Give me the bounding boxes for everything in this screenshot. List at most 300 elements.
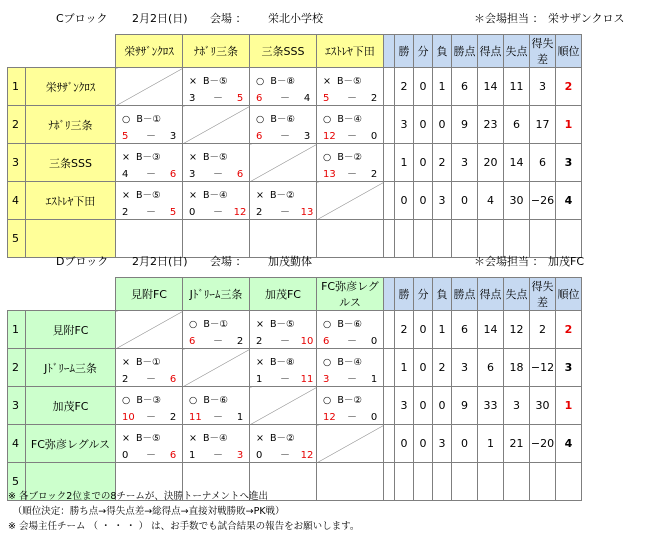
host-label: ＊会場担当 ： [474, 12, 544, 25]
score-own: 11 [189, 412, 202, 423]
block-header [0, 247, 665, 271]
match-code: B－⑥ [337, 319, 362, 330]
spacer-cell [384, 349, 395, 387]
rank-value: 2 [556, 68, 582, 106]
spacer-cell [384, 425, 395, 463]
match-code: B－⑧ [270, 76, 295, 87]
rank-value: 1 [556, 106, 582, 144]
match-result-cell [250, 68, 317, 106]
stat-value: 1 [395, 349, 414, 387]
team-name: ﾅﾎﾞﾘ三条 [26, 106, 116, 144]
venue-name: 栄北小学校 [268, 12, 323, 25]
stat-value: 0 [395, 425, 414, 463]
host-label: ＊会場担当 ： [474, 255, 544, 268]
match-header [189, 73, 228, 87]
match-header [323, 149, 362, 163]
score-opp: 2 [370, 93, 378, 104]
stat-value: 3 [530, 68, 556, 106]
self-match-cell [317, 182, 384, 220]
match-code: B－⑧ [270, 357, 295, 368]
score-own: 5 [122, 131, 129, 142]
score-opp: 13 [300, 207, 314, 218]
stat-value: 3 [504, 387, 530, 425]
score-dash: － [213, 207, 223, 218]
score-opp: 3 [303, 131, 311, 142]
opponent-header: 栄ｻｻﾞﾝｸﾛｽ [116, 35, 183, 68]
match-header [122, 111, 161, 125]
stat-value: 14 [504, 144, 530, 182]
stat-value: 9 [452, 106, 478, 144]
stat-header: 得点 [478, 278, 504, 311]
result-mark: × [189, 433, 197, 444]
match-result-cell [183, 68, 250, 106]
stat-value: 9 [452, 387, 478, 425]
score-dash: － [347, 169, 357, 180]
stat-value: 30 [504, 182, 530, 220]
match-header [323, 73, 362, 87]
stat-value: 0 [414, 425, 433, 463]
match-result-cell [116, 425, 183, 463]
score-dash: － [213, 412, 223, 423]
match-score [323, 332, 381, 347]
score-dash: － [280, 374, 290, 385]
self-match-cell [116, 68, 183, 106]
team-row [8, 387, 582, 425]
opponent-header: 三条SSS [250, 35, 317, 68]
match-code: B－④ [337, 357, 362, 368]
result-mark: ○ [323, 114, 332, 125]
result-mark: × [256, 319, 264, 330]
stat-value: 18 [504, 349, 530, 387]
match-result-cell [317, 349, 384, 387]
match-header [122, 354, 161, 368]
score-own: 12 [323, 131, 336, 142]
note-advance: ※ 各ブロック2位までの8チームが、決勝トーナメントへ進出 [8, 491, 268, 502]
score-own: 1 [189, 450, 196, 461]
self-match-cell [116, 311, 183, 349]
stat-value: 0 [414, 106, 433, 144]
match-score [189, 446, 247, 461]
stat-value: 6 [530, 144, 556, 182]
match-score [256, 127, 314, 142]
header-row [8, 35, 582, 68]
team-name: FC弥彦レグルス [26, 425, 116, 463]
spacer-cell [384, 278, 395, 311]
team-row [8, 144, 582, 182]
row-number: 3 [8, 387, 26, 425]
team-row [8, 311, 582, 349]
stat-value: 0 [414, 182, 433, 220]
match-result-cell [250, 425, 317, 463]
score-dash: － [280, 336, 290, 347]
self-match-cell [317, 425, 384, 463]
spacer-cell [384, 106, 395, 144]
venue-label: 会場 ： [210, 255, 247, 268]
notes [8, 489, 359, 534]
spacer-cell [384, 311, 395, 349]
stat-value [452, 463, 478, 501]
score-own: 6 [189, 336, 196, 347]
score-opp: 4 [303, 93, 311, 104]
stat-value: 3 [395, 106, 414, 144]
stat-value: 2 [433, 144, 452, 182]
stat-value: 1 [478, 425, 504, 463]
stat-value [504, 463, 530, 501]
self-match-cell [183, 106, 250, 144]
stat-value: 0 [414, 311, 433, 349]
match-result-cell [317, 106, 384, 144]
score-opp: 12 [233, 207, 247, 218]
stat-header: 得失差 [530, 35, 556, 68]
result-mark: × [189, 76, 197, 87]
match-header [122, 392, 161, 406]
stat-value: 0 [452, 425, 478, 463]
score-own: 2 [122, 207, 129, 218]
score-dash: － [213, 93, 223, 104]
score-own: 4 [122, 169, 129, 180]
match-header [323, 316, 362, 330]
result-mark: ○ [323, 357, 332, 368]
score-dash: － [347, 374, 357, 385]
score-dash: － [280, 93, 290, 104]
host-team: 加茂FC [548, 255, 585, 268]
stat-header: 勝 [395, 278, 414, 311]
result-mark: ○ [256, 76, 265, 87]
stat-header: 分 [414, 278, 433, 311]
stat-value: 0 [433, 106, 452, 144]
match-score [189, 89, 247, 104]
match-code: B－④ [203, 190, 228, 201]
match-score [189, 332, 247, 347]
stat-value: 2 [395, 68, 414, 106]
match-result-cell [116, 182, 183, 220]
block-header [0, 4, 665, 28]
stat-value: 6 [504, 106, 530, 144]
team-name: Jﾄﾞﾘｰﾑ三条 [26, 349, 116, 387]
match-result-cell [183, 311, 250, 349]
spacer-cell [384, 144, 395, 182]
score-own: 12 [323, 412, 336, 423]
result-mark: × [256, 357, 264, 368]
score-opp: 1 [370, 374, 378, 385]
score-dash: － [213, 336, 223, 347]
score-own: 6 [256, 131, 263, 142]
team-name: ｴｽﾄﾚﾔ下田 [26, 182, 116, 220]
match-result-cell [183, 425, 250, 463]
score-opp: 6 [236, 169, 244, 180]
match-result-cell [183, 144, 250, 182]
stat-value: 30 [530, 387, 556, 425]
match-code: B－① [136, 114, 161, 125]
match-result-cell [183, 387, 250, 425]
spacer-cell [384, 35, 395, 68]
match-code: B－⑤ [203, 152, 228, 163]
match-header [256, 430, 295, 444]
match-result-cell [250, 182, 317, 220]
result-mark: ○ [323, 319, 332, 330]
result-mark: × [256, 433, 264, 444]
stat-value: 3 [433, 182, 452, 220]
stat-value: 3 [395, 387, 414, 425]
result-mark: × [122, 152, 130, 163]
opponent-header: ｴｽﾄﾚﾔ下田 [317, 35, 384, 68]
stat-value: 3 [452, 349, 478, 387]
match-code: B－⑤ [203, 76, 228, 87]
result-mark: × [122, 433, 130, 444]
match-header [122, 430, 161, 444]
stat-value: 4 [478, 182, 504, 220]
row-number: 3 [8, 144, 26, 182]
spacer-cell [384, 387, 395, 425]
rank-value [556, 463, 582, 501]
standings-table [7, 277, 582, 501]
score-opp: 0 [370, 131, 378, 142]
match-header [189, 187, 228, 201]
match-result-cell [116, 349, 183, 387]
stat-value: 2 [433, 349, 452, 387]
stat-header: 順位 [556, 35, 582, 68]
stat-value [395, 463, 414, 501]
block-date: 2月2日(日) [132, 12, 188, 25]
match-score [256, 89, 314, 104]
stat-value [433, 463, 452, 501]
stat-header: 失点 [504, 35, 530, 68]
score-dash: － [347, 131, 357, 142]
score-dash: － [280, 207, 290, 218]
score-opp: 5 [236, 93, 244, 104]
stat-value: −12 [530, 349, 556, 387]
score-own: 3 [189, 93, 196, 104]
score-dash: － [146, 412, 156, 423]
stat-header: 得点 [478, 35, 504, 68]
result-mark: ○ [189, 319, 198, 330]
score-dash: － [280, 450, 290, 461]
stat-value: 0 [414, 144, 433, 182]
match-score [323, 127, 381, 142]
row-number: 4 [8, 182, 26, 220]
match-header [189, 392, 228, 406]
stat-value: 3 [433, 425, 452, 463]
score-own: 1 [256, 374, 263, 385]
venue-label: 会場 ： [210, 12, 247, 25]
match-code: B－③ [136, 152, 161, 163]
rank-value: 4 [556, 425, 582, 463]
score-dash: － [146, 374, 156, 385]
score-dash: － [347, 412, 357, 423]
corner-cell [26, 35, 116, 68]
block-name: Dブロック [56, 255, 109, 268]
team-name: 栄ｻｻﾞﾝｸﾛｽ [26, 68, 116, 106]
match-header [256, 187, 295, 201]
match-code: B－⑤ [136, 433, 161, 444]
match-score [323, 408, 381, 423]
score-dash: － [347, 336, 357, 347]
match-result-cell [250, 106, 317, 144]
stat-header: 負 [433, 35, 452, 68]
stat-value: −26 [530, 182, 556, 220]
match-header [256, 73, 295, 87]
stat-value: 6 [478, 349, 504, 387]
result-mark: ○ [122, 395, 131, 406]
stat-value: 20 [478, 144, 504, 182]
match-code: B－① [136, 357, 161, 368]
match-header [189, 430, 228, 444]
stat-value [478, 463, 504, 501]
team-row [8, 182, 582, 220]
match-code: B－② [337, 395, 362, 406]
row-number: 5 [8, 220, 26, 258]
rank-value: 3 [556, 144, 582, 182]
match-code: B－② [337, 152, 362, 163]
score-opp: 3 [169, 131, 177, 142]
self-match-cell [250, 387, 317, 425]
match-score [323, 370, 381, 385]
self-match-cell [183, 349, 250, 387]
stat-header: 負 [433, 278, 452, 311]
match-result-cell [317, 311, 384, 349]
match-score [122, 370, 180, 385]
score-opp: 2 [236, 336, 244, 347]
stat-value: 6 [452, 311, 478, 349]
corner-cell [8, 35, 26, 68]
score-dash: － [146, 131, 156, 142]
match-code: B－④ [337, 114, 362, 125]
match-header [122, 187, 161, 201]
score-own: 10 [122, 412, 135, 423]
stat-value: 2 [395, 311, 414, 349]
stat-value: 1 [433, 68, 452, 106]
header-row [8, 278, 582, 311]
match-score [122, 408, 180, 423]
match-score [189, 408, 247, 423]
stat-value: 1 [433, 311, 452, 349]
note-tiebreak: （順位決定：勝ち点→得失点差→総得点→直接対戦勝敗→PK戦） [8, 506, 285, 517]
row-number: 2 [8, 349, 26, 387]
stat-header: 勝点 [452, 35, 478, 68]
match-code: B－⑤ [270, 319, 295, 330]
match-result-cell [317, 387, 384, 425]
match-code: B－② [270, 190, 295, 201]
stat-header: 得失差 [530, 278, 556, 311]
spacer-cell [384, 463, 395, 501]
score-opp: 0 [370, 412, 378, 423]
match-result-cell [116, 106, 183, 144]
result-mark: ○ [323, 152, 332, 163]
team-name: 見附FC [26, 311, 116, 349]
row-number: 1 [8, 311, 26, 349]
result-mark: ○ [122, 114, 131, 125]
row-number: 5 [8, 463, 26, 501]
match-score [256, 446, 314, 461]
score-opp: 6 [169, 450, 177, 461]
score-own: 6 [256, 93, 263, 104]
score-opp: 2 [169, 412, 177, 423]
stat-value: 3 [452, 144, 478, 182]
c-block [0, 4, 665, 244]
match-result-cell [116, 144, 183, 182]
stat-header: 勝点 [452, 278, 478, 311]
score-dash: － [213, 450, 223, 461]
match-score [122, 127, 180, 142]
opponent-header: FC弥彦レグルス [317, 278, 384, 311]
match-code: B－⑤ [136, 190, 161, 201]
stat-value [414, 463, 433, 501]
stat-header: 失点 [504, 278, 530, 311]
result-mark: ○ [256, 114, 265, 125]
match-header [323, 354, 362, 368]
match-score [256, 370, 314, 385]
stat-value: 21 [504, 425, 530, 463]
score-own: 2 [122, 374, 129, 385]
match-score [189, 165, 247, 180]
team-name: 加茂FC [26, 387, 116, 425]
match-header [256, 111, 295, 125]
match-result-cell [116, 387, 183, 425]
result-mark: ○ [323, 395, 332, 406]
match-header [189, 316, 228, 330]
match-header [323, 111, 362, 125]
score-opp: 11 [300, 374, 314, 385]
match-code: B－⑥ [270, 114, 295, 125]
team-row [8, 68, 582, 106]
stat-value: 0 [452, 182, 478, 220]
score-opp: 6 [169, 374, 177, 385]
score-own: 3 [323, 374, 330, 385]
stat-value: 6 [452, 68, 478, 106]
match-header [122, 149, 161, 163]
match-score [323, 165, 381, 180]
row-number: 1 [8, 68, 26, 106]
stat-value: 14 [478, 311, 504, 349]
score-own: 5 [323, 93, 330, 104]
row-number: 4 [8, 425, 26, 463]
team-name: 三条SSS [26, 144, 116, 182]
stat-value: 17 [530, 106, 556, 144]
row-number: 2 [8, 106, 26, 144]
score-own: 3 [189, 169, 196, 180]
venue-name: 加茂勤体 [268, 255, 312, 268]
stat-value: 0 [395, 182, 414, 220]
score-opp: 3 [236, 450, 244, 461]
rank-value: 1 [556, 387, 582, 425]
match-score [323, 89, 381, 104]
stat-header: 順位 [556, 278, 582, 311]
score-own: 2 [256, 207, 263, 218]
rank-value: 2 [556, 311, 582, 349]
stat-value: 12 [504, 311, 530, 349]
stat-value: 0 [414, 68, 433, 106]
result-mark: × [256, 190, 264, 201]
opponent-header: 加茂FC [250, 278, 317, 311]
score-opp: 0 [370, 336, 378, 347]
match-result-cell [250, 349, 317, 387]
match-score [256, 203, 314, 218]
score-own: 6 [323, 336, 330, 347]
score-own: 2 [256, 336, 263, 347]
stat-value: 1 [395, 144, 414, 182]
opponent-header: 見附FC [116, 278, 183, 311]
stat-value: 14 [478, 68, 504, 106]
opponent-header: ﾅﾎﾞﾘ三条 [183, 35, 250, 68]
match-score [256, 332, 314, 347]
score-opp: 2 [370, 169, 378, 180]
score-dash: － [146, 450, 156, 461]
rank-value: 4 [556, 182, 582, 220]
result-mark: × [122, 190, 130, 201]
result-mark: ○ [189, 395, 198, 406]
score-opp: 10 [300, 336, 314, 347]
score-dash: － [146, 169, 156, 180]
